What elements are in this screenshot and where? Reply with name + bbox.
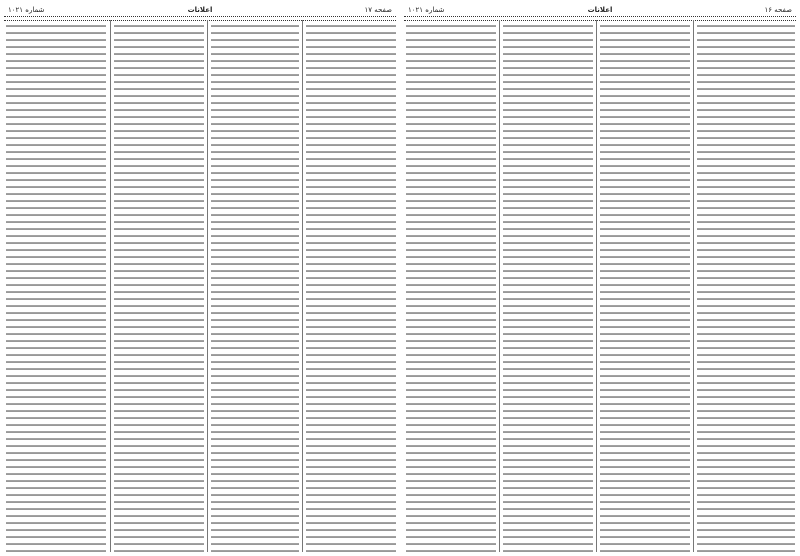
- issue-number: شماره ۱۰۲۱: [8, 6, 45, 14]
- page-header: [8, 4, 392, 16]
- column-divider: [110, 20, 111, 552]
- text-column: [211, 22, 299, 552]
- text-column: [503, 22, 593, 552]
- text-column: [114, 22, 204, 552]
- header-rule: [4, 16, 396, 21]
- page-header: [408, 4, 792, 16]
- text-column: [306, 22, 396, 552]
- section-title: اعلانات: [187, 6, 213, 14]
- text-column: [406, 22, 496, 552]
- text-column: [6, 22, 106, 552]
- column-divider: [693, 20, 694, 552]
- text-column: [600, 22, 690, 552]
- right-page: [400, 0, 800, 556]
- column-divider: [499, 20, 500, 552]
- text-column: [697, 22, 795, 552]
- column-divider: [207, 20, 208, 552]
- page-number: صفحه ۱۶: [764, 6, 792, 14]
- section-title: اعلانات: [587, 6, 613, 14]
- column-divider: [596, 20, 597, 552]
- header-rule: [404, 16, 796, 21]
- issue-number: شماره ۱۰۲۱: [408, 6, 445, 14]
- page-number: صفحه ۱۷: [364, 6, 392, 14]
- column-divider: [302, 20, 303, 552]
